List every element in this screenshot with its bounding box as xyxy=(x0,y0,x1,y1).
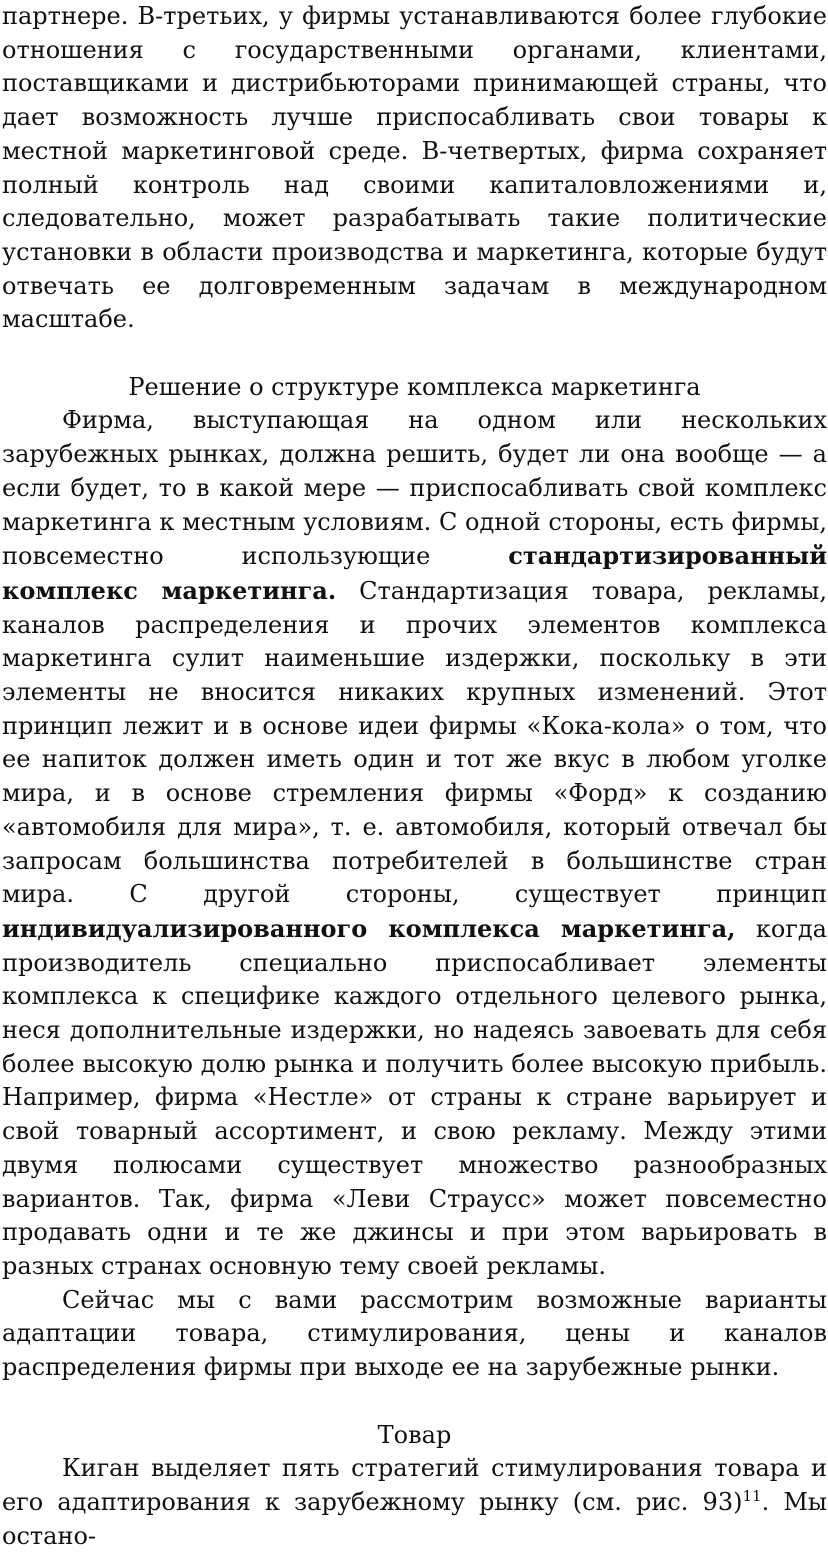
paragraph-marketing-mix xyxy=(2,404,827,1283)
paragraph-text: Киган выделяет пять стратегий стимулирования товара и его адаптирования к зарубежному рынку (см. рис. 93) xyxy=(2,1454,827,1516)
paragraph-text: когда производитель специально приспосабливает элементы комплекса к специфике каждого отдельного целевого рынка, неся дополнительные издержки, но надеясь завоевать для себя более высокую долю рынка и получить более высокую прибыль. Например, фирма «Нестле» от страны к стране варьирует и свой товарный ассортимент, и свою рекламу. Между этими двумя полюсами существует множество разнообразных вариантов. Так, фирма «Леви Страусс» может повсеместно продавать одни и те же джинсы и при этом варьировать в разных странах основную тему своей рекламы. xyxy=(2,914,827,1280)
paragraph-product xyxy=(2,1452,827,1553)
paragraph-text: Стандартизация товара, рекламы, каналов распределения и прочих элементов комплекса маркетинга сулит наименьшие издержки, поскольку в эти элементы не вносится никаких крупных изменений. Этот принцип лежит и в основе идеи фирмы «Кока-кола» о том, что ее напиток должен иметь один и тот же вкус в любом уголке мира, и в основе стремления фирмы «Форд» к созданию «автомобиля для мира», т. е. автомобиля, который отвечал бы запросам большинства потребителей в большинстве стран мира. С другой стороны, существует принцип xyxy=(2,576,827,909)
section-heading-product: Товар xyxy=(377,1420,452,1449)
blank-line xyxy=(2,337,827,371)
paragraph-adaptation: Сейчас мы с вами рассмотрим возможные варианты адаптации товара, стимулирования, цены и каналов распределения фирмы при выходе ее на зарубежные рынки. xyxy=(2,1285,827,1382)
footnote-marker: 11 xyxy=(742,1486,762,1505)
bold-term-standardized: стандартизированный комплекс маркетинга. xyxy=(2,541,827,605)
paragraph-text: . Мы остано- xyxy=(2,1487,828,1550)
intro-paragraph: партнере. В-третьих, у фирмы устанавливаются более глубокие отношения с государственными органами, клиентами, поставщиками и дистрибьюторами принимающей страны, что дает возможность лучше приспосабливать свои товары к местной маркетинговой среде. В-четвертых, фирма сохраняет полный контроль над своими капиталовложениями и, следовательно, может разрабатывать такие политические установки в области производства и маркетинга, которые будут отвечать ее долговременным задачам в международном масштабе. xyxy=(2,2,827,334)
section-heading-marketing-mix: Решение о структуре комплекса маркетинга xyxy=(128,372,701,401)
paragraph-text: Фирма, выступающая на одном или нескольких зарубежных рынках, должна решить, будет ли она вообще — а если будет, то в какой мере — приспосабливать свой комплекс маркетинга к местным условиям. С одной стороны, есть фирмы, повсеместно использующие xyxy=(2,406,827,571)
bold-term-individualized: индивидуализированного комплекса маркетинга, xyxy=(2,913,736,943)
blank-line xyxy=(2,1385,827,1419)
document-page xyxy=(2,0,827,1553)
